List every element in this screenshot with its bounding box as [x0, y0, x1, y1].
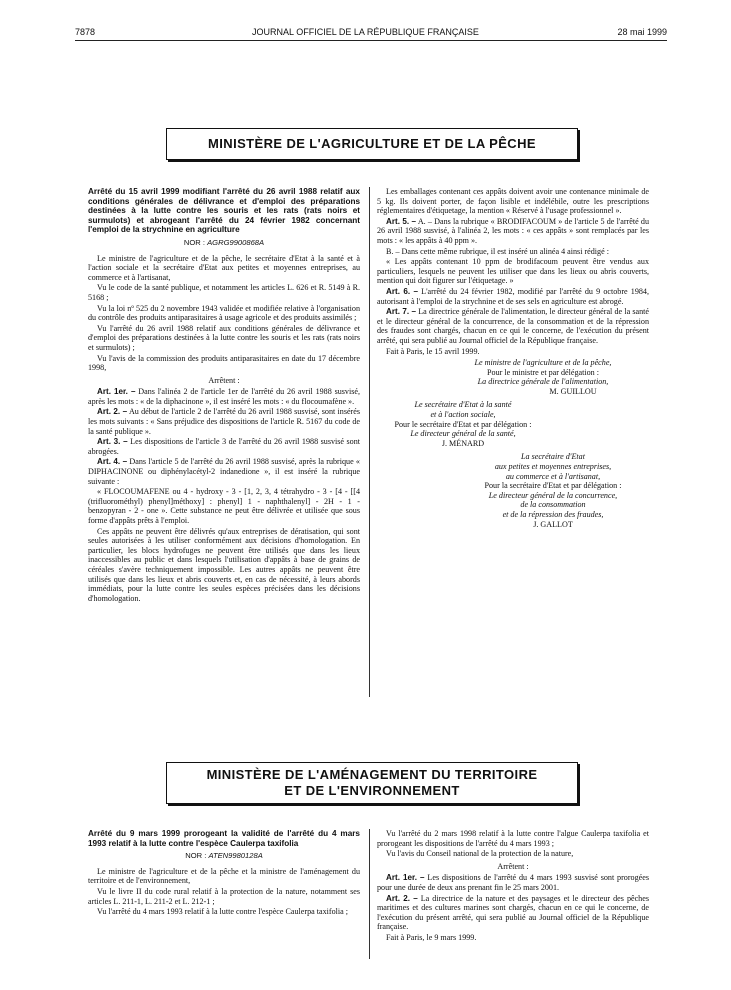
arrete1-article7: Art. 7. – La directrice générale de l'alimentation, le directeur général de la santé et le directeur général de la concurrence, de la consommation et de la répression des fraudes sont chargés, chacun en ce qui le concerne, de l'exécution du présent arrêté, qui sera publié au Journal officiel de la République française. — [377, 307, 649, 345]
arrete1-visa: Vu l'arrêté du 26 avril 1988 relatif aux conditions générales de délivrance et d'emploi des préparations destinées à la lutte contre les souris et les rats (rats noirs et surmulots) ; — [88, 323, 360, 352]
arrete2-arretent: Arrêtent : — [497, 861, 529, 871]
arrete1-visa: Vu l'avis de la commission des produits antiparasitaires en date du 17 décembre 1998, — [88, 353, 360, 373]
arrete1-nor: NOR : AGRG9900868A — [183, 237, 265, 247]
signatory-name: J. MÉNARD — [441, 438, 485, 448]
issue-date: 28 mai 1999 — [617, 27, 667, 37]
signature-line: Le directeur général de la santé, — [410, 429, 516, 439]
ministry-environnement-subtitle: ET DE L'ENVIRONNEMENT — [284, 783, 460, 798]
signature-line: et de la répression des fraudes, — [502, 510, 604, 519]
arrete1-article: Art. 1er. – Dans l'alinéa 2 de l'article 1er de l'arrêté du 26 avril 1988 susvisé, après les mots : « de la diphacinone », il est inséré les mots : « du flocoumafène ». — [88, 387, 360, 406]
ministry-agriculture-box — [166, 128, 578, 160]
arrete1-article: Art. 4. – Dans l'article 5 de l'arrêté du 26 avril 1988 susvisé, après la rubrique « DIPHACINONE ou diphénylacétyl-2 indanedione », il est inséré la rubrique suivante : — [88, 457, 360, 486]
arrete1-article: Art. 3. – Les dispositions de l'article 3 de l'arrêté du 26 avril 1988 susvisé sont abrogées. — [88, 437, 361, 456]
arrete1-arretent: Arrêtent : — [208, 375, 240, 385]
signature-line: Le ministre de l'agriculture et de la pêche, — [474, 358, 612, 368]
arrete2-article2: Art. 2. – La directrice de la nature et des paysages et le directeur des pêches maritimes et des cultures marines sont chargés, chacun en ce qui le concerne, de l'exécution du présent arrêté, qui sera publié au Journal officiel de la République française. — [377, 893, 649, 932]
arrete2-visa: Vu l'arrêté du 2 mars 1998 relatif à la lutte contre l'algue Caulerpa taxifolia et prorogeant les dispositions de l'arrêté du 4 mars 1993 ; — [377, 829, 649, 848]
arrete1-visa: Vu le code de la santé publique, et notamment les articles L. 626 et R. 5149 à R. 5168 ; — [88, 283, 360, 302]
signature-line: aux petites et moyennes entreprises, — [494, 462, 612, 472]
signature-line: de la consommation — [520, 500, 586, 510]
signature-line: La secrétaire d'Etat — [521, 452, 585, 462]
ministry-agriculture-title: MINISTÈRE DE L'AGRICULTURE ET DE LA PÊCHE — [208, 136, 536, 151]
arrete1-left-column — [88, 187, 360, 604]
signature-line: Le directeur général de la concurrence, — [488, 490, 618, 500]
page-number: 7878 — [75, 27, 96, 37]
signature-line: Pour la secrétaire d'Etat et par délégation : — [484, 481, 622, 491]
header-rule — [75, 40, 667, 41]
signature-line: Pour le secrétaire d'Etat et par délégation : — [394, 419, 532, 429]
arrete2-visa: Vu l'avis du Conseil national de la protection de la nature, — [386, 849, 574, 859]
appats-paragraph: Ces appâts ne peuvent être délivrés qu'aux entreprises de dératisation, qui sont seules autorisées à les utiliser conformément aux décisions d'homologation. En particulier, les blocs hydrofuges ne peuvent être utilisés que dans les lieux inaccessibles au public et dans lesquels l'utilisation d'appâts à base de grains de céréales s'avère techniquement impossible. Les autres appâts ne peuvent être utilisés que dans les lieux et abris couverts et, en cas de nécessité, à leurs abords immédiats, pour la lutte contre les seules espèces précisées dans les décisions d'homologation. — [88, 526, 360, 603]
signature-line: La directrice générale de l'alimentation, — [477, 377, 609, 387]
arrete1-visa: Vu la loi nº 525 du 2 novembre 1943 validée et modifiée relative à l'organisation du contrôle des produits antiparasitaires à usage agricole et des produits assimilés ; — [88, 303, 360, 323]
arrete1-article6: Art. 6. – L'arrêté du 24 février 1982, modifié par l'arrêté du 9 octobre 1984, autorisant à l'emploi de la strychnine et de ses sels en agriculture est abrogé. — [377, 286, 649, 306]
arrete2-nor: NOR : ATEN9980128A — [185, 851, 263, 861]
journal-title: JOURNAL OFFICIEL DE LA RÉPUBLIQUE FRANÇAISE — [252, 27, 479, 37]
arrete2-left-column — [88, 829, 360, 918]
arrete1-title: Arrêté du 15 avril 1999 modifiant l'arrêté du 26 avril 1988 relatif aux conditions générales de délivrance et d'emploi des préparations destinées à la lutte contre les souris et les rats (rats noirs et surmulots) et abrogeant l'arrêté du 24 février 1982 concernant l'emploi de la strychnine en agriculture — [88, 187, 360, 235]
arrete2-visa: Vu l'arrêté du 4 mars 1993 relatif à la lutte contre l'espèce Caulerpa taxifolia ; — [97, 907, 348, 917]
arrete2-article1: Art. 1er. – Les dispositions de l'arrêté du 4 mars 1993 susvisé sont prorogées pour une durée de deux ans prenant fin le 25 mars 2001. — [377, 873, 649, 892]
signature-block-minister — [437, 358, 649, 396]
signature-line: et à l'action sociale, — [430, 410, 496, 420]
arrete1-preamble: Le ministre de l'agriculture et de la pêche, le secrétaire d'Etat à la santé et à l'action sociale et la secrétaire d'Etat aux petites et moyennes entreprises, au commerce et à l'artisanat, — [88, 253, 360, 282]
signature-line: Le secrétaire d'Etat à la santé — [414, 400, 512, 410]
ministry-environnement-box — [166, 762, 578, 804]
arrete2-fait: Fait à Paris, le 9 mars 1999. — [386, 932, 477, 942]
signatory-name: J. GALLOT — [533, 519, 573, 529]
ministry-environnement-title: MINISTÈRE DE L'AMÉNAGEMENT DU TERRITOIRE — [206, 767, 538, 782]
arrete2-visa: Vu le livre II du code rural relatif à la protection de la nature, notamment ses articles L. 211-1, L. 211-2 et L. 212-1 ; — [88, 886, 360, 906]
signatory-name: M. GUILLOU — [549, 386, 597, 396]
flocoumafene-rubrique: « FLOCOUMAFENE ou 4 - hydroxy - 3 - [1, 2, 3, 4 tétrahydro - 3 - [4 - [[4 (trifluorométhyl) phenyl]méthoxy] : phenyl] 1 - naphthalenyl] - 2H - 1 - benzopyran - 2 - one ». Cette substance ne peut être délivrée et utilisée que sous forme d'appâts prêts à l'emploi. — [88, 487, 360, 525]
column-divider — [369, 829, 370, 959]
emballages-paragraph: Les emballages contenant ces appâts doivent avoir une contenance minimale de 5 kg. Ils doivent porter, de façon lisible et indélébile, outre les prescriptions réglementaires d'étiquetage, la mention « Réservé à l'usage professionnel ». — [377, 187, 649, 216]
column-divider — [369, 187, 370, 697]
signature-line: au commerce et à l'artisanat, — [505, 471, 601, 481]
arrete1-right-column — [377, 187, 649, 529]
arrete1-article5: Art. 5. – A. – Dans la rubrique « BRODIFACOUM » de l'article 5 de l'arrêté du 26 avril 1988 susvisé, à l'alinéa 2, les mots : « ces appâts » sont remplacés par les mots : « les appâts à 40 ppm ». — [377, 216, 649, 245]
arrete2-preamble: Le ministre de l'agriculture et de la pêche et la ministre de l'aménagement du territoire et de l'environnement, — [88, 866, 360, 886]
arrete1-article: Art. 2. – Au début de l'article 2 de l'arrêté du 26 avril 1988 susvisé, sont insérés les mots suivants : « Sans préjudice des dispositions de l'article R. 5167 du code de la santé publique ». — [88, 407, 360, 436]
arrete1-article5-b: B. – Dans cette même rubrique, il est inséré un alinéa 4 ainsi rédigé : — [386, 246, 609, 256]
arrete1-fait: Fait à Paris, le 15 avril 1999. — [386, 346, 480, 356]
signature-block-sante — [377, 400, 549, 448]
arrete1-article5-quote: « Les appâts contenant 10 ppm de brodifacoum peuvent être vendus aux particuliers, lesquels ne peuvent les utiliser que dans les lieux ou abris couverts, mention qui doit figurer sur l'étiquetage. » — [377, 257, 649, 286]
signature-line: Pour le ministre et par délégation : — [487, 367, 599, 377]
arrete2-title: Arrêté du 9 mars 1999 prorogeant la validité de l'arrêté du 4 mars 1993 relatif à la lutte contre l'espèce Caulerpa taxifolia — [88, 829, 360, 848]
arrete2-right-column — [377, 829, 649, 944]
signature-block-pme — [457, 452, 649, 529]
